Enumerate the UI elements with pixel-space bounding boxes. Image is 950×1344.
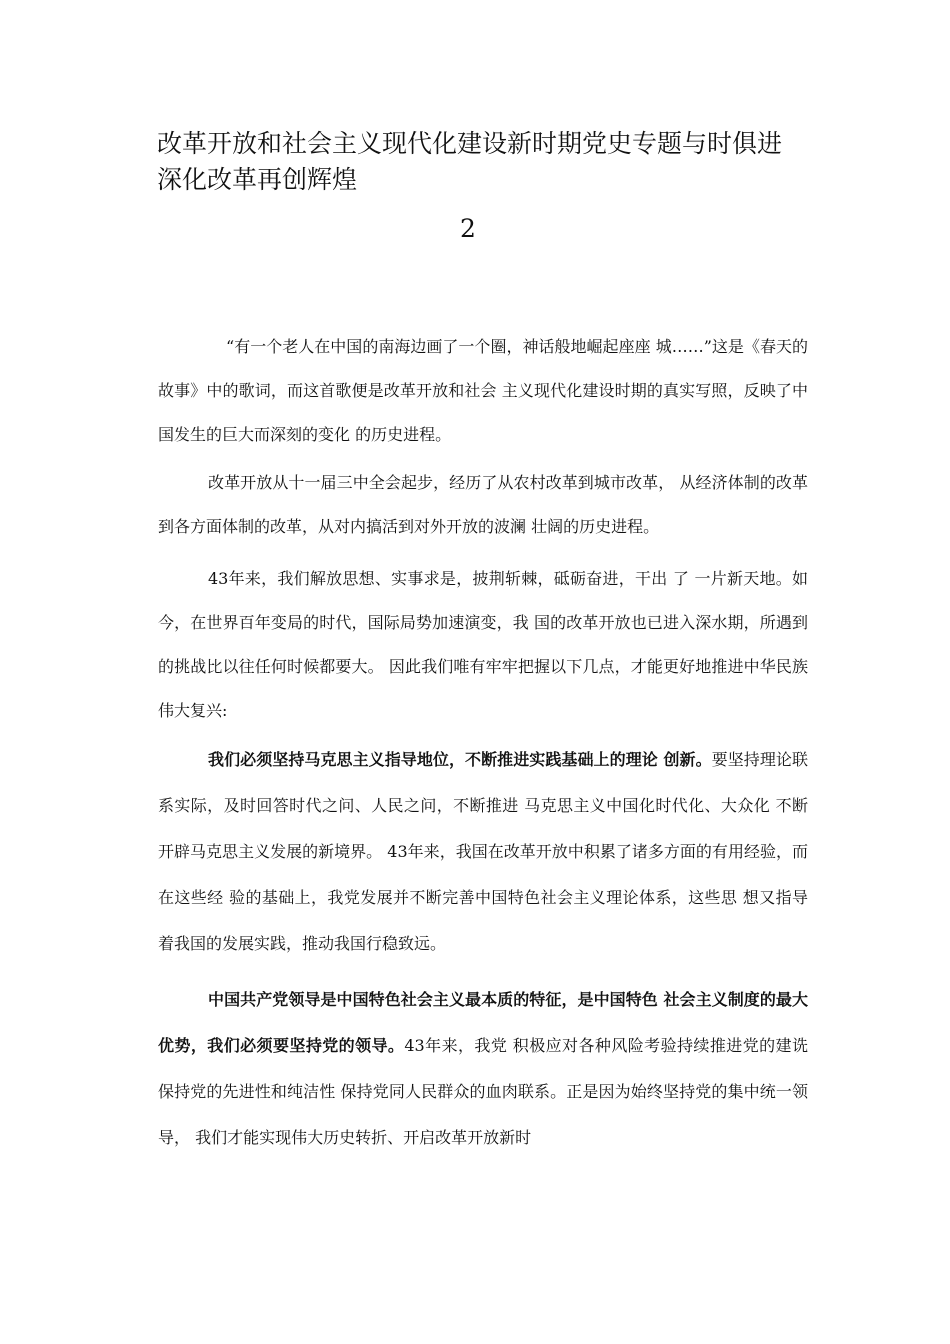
paragraph-4 [158,737,808,967]
paragraph-3 [158,557,808,733]
paragraph-5-bold-lead: 中国共产党领导是中国特色社会主义最本质的特征，是中国特色 社会主义制度的最大优势，我们必须要坚持党的领导。 [158,990,808,1055]
paragraph-4-bold-lead: 我们必须坚持马克思主义指导地位，不断推进实践基础上的理论 创新。 [208,750,712,769]
page-number: 2 [460,214,476,243]
paragraph-2-text: 改革开放从十一届三中全会起步，经历了从农村改革到城市改革， 从经济体制的改革到各方面体制的改革，从对内搞活到对外开放的波澜 壮阔的历史进程。 [158,473,808,536]
paragraph-1 [158,325,808,457]
paragraph-2 [158,461,808,549]
paragraph-1-text: “有一个老人在中国的南海边画了一个圈，神话般地崛起座座 城……”这是《春天的故事》中的歌词，而这首歌便是改革开放和社会 主义现代化建设时期的真实写照，反映了中国发生的巨大而深刻的变化 的历史进程。 [158,337,808,444]
paragraph-5 [158,977,808,1161]
document-title: 改革开放和社会主义现代化建设新时期党史专题与时俱进深化改革再创辉煌 [157,129,783,194]
paragraph-3-text: 43年来，我们解放思想、实事求是，披荆斩棘，砥砺奋进，干出 了 一片新天地。如今，在世界百年变局的时代，国际局势加速演变，我 国的改革开放也已进入深水期，所遇到的挑战比以往任何时候都要大。 因此我们唯有牢牢把握以下几点，才能更好地推进中华民族伟大复兴: [158,569,808,720]
paragraph-4-text: 要坚持理论联系实际，及时回答时代之问、人民之问，不断推进 马克思主义中国化时代化、大众化 不断开辟马克思主义发展的新境界。 43年来，我国在改革开放中积累了诸多方面的有用经验，而在这些经 验的基础上，我党发展并不断完善中国特色社会主义理论体系，这些思 想又指导着我国的发展实践，推动我国行稳致远。 [158,750,808,953]
paragraph-5-text: 43年来，我党 积极应对各种风险考验持续推进党的建诜 保持党的先进性和纯洁性 保持党同人民群众的血肉联系。正是因为始终坚持党的集中统一领导， 我们才能实现伟大历史转折、开启改革开放新时 [158,1036,808,1147]
